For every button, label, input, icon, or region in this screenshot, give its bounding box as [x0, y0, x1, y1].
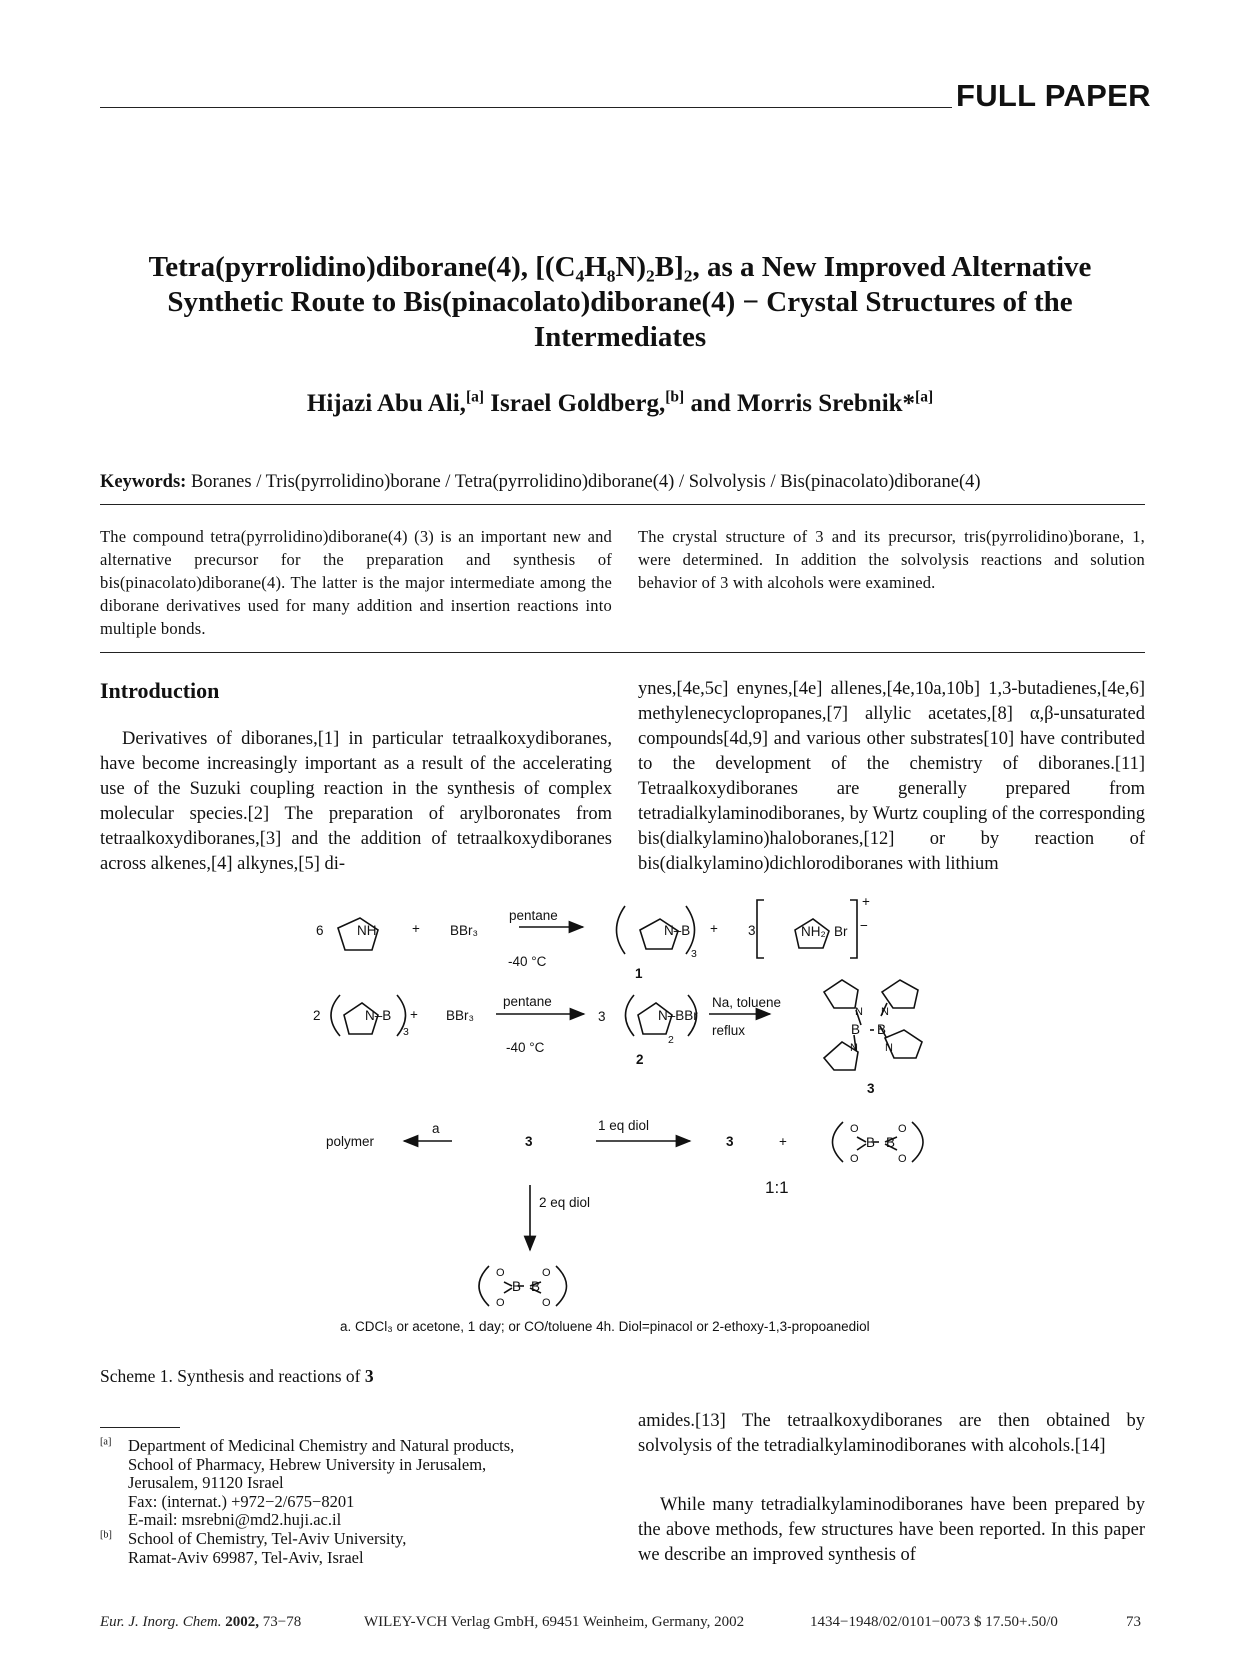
author-2: Israel Goldberg, [484, 390, 666, 417]
compound-label: 2 [636, 1052, 644, 1067]
compound-label: 3 [525, 1134, 533, 1149]
footnote-rule [100, 1427, 180, 1428]
atom-label: O [898, 1153, 907, 1165]
footnote-a-tag [100, 1437, 111, 1456]
scheme-ratio: 1:1 [765, 1178, 789, 1197]
paren-left [617, 906, 626, 954]
scheme-nbbr: N–BBr [658, 1008, 698, 1023]
paper-title [100, 250, 1140, 355]
bracket-right [850, 900, 857, 958]
scheme-condition-a: a [432, 1121, 440, 1136]
scheme-caption-text: Scheme 1. Synthesis and reactions of [100, 1366, 365, 1386]
scheme-nh: NH [357, 923, 377, 938]
scheme-temp: -40 °C [506, 1040, 545, 1055]
atom-label: B [512, 1279, 522, 1294]
footnote-line: Jerusalem, 91120 Israel [128, 1473, 284, 1492]
ring-left [479, 1266, 489, 1306]
atom-label: O [496, 1267, 505, 1279]
footnote-line: E-mail: msrebni@md2.huji.ac.il [128, 1510, 342, 1529]
footnote-line: School of Chemistry, Tel-Aviv University, [128, 1529, 407, 1548]
scheme-sub: 3 [691, 948, 697, 960]
keywords [100, 472, 981, 493]
author-3: and Morris Srebnik* [684, 390, 916, 417]
atom-label: N [881, 1006, 889, 1018]
author-1: Hijazi Abu Ali, [306, 390, 466, 417]
scheme-nb: N–B [365, 1008, 392, 1023]
footnote-line: Department of Medicinal Chemistry and Natural products, [128, 1436, 515, 1455]
footnote-b-marker: [b] [100, 1529, 112, 1541]
page-number: 73 [1126, 1614, 1141, 1630]
scheme-footnote: a. CDCl₃ or acetone, 1 day; or CO/toluene 4h. Diol=pinacol or 2-ethoxy-1,3-propoanediol [340, 1319, 870, 1334]
title-line-1: Tetra(pyrrolidino)diborane(4), [(C₄H₈N)₂B]₂, as a New Improved Alternative [148, 251, 1092, 283]
ring-right [912, 1122, 923, 1162]
paren-left [626, 995, 635, 1036]
scheme-caption [100, 1366, 374, 1387]
scheme-charge: + [862, 894, 870, 909]
scheme-pentane: pentane [509, 908, 558, 923]
footnote-line: Ramat-Aviv 69987, Tel-Aviv, Israel [128, 1547, 364, 1567]
pyrrolidine-ring-icon [824, 980, 858, 1008]
section-label: FULL PAPER [956, 78, 1151, 113]
abstract-rule [100, 652, 1145, 653]
body-paragraph: While many tetradialkylaminodiboranes have been prepared by the above methods, few structures have been reported. In this paper we describe an improved synthesis of [638, 1495, 1145, 1565]
atom-label: N [885, 1042, 893, 1054]
scheme-reagent: 2 eq diol [539, 1195, 591, 1210]
compound-label: 3 [867, 1081, 875, 1096]
abstract-right: The crystal structure of 3 and its precursor, tris(pyrrolidino)borane, 1, were determined. In addition the solvolysis reactions and solution behavior of 3 with alcohols were examined. [638, 527, 1145, 592]
scheme-charge: − [860, 918, 868, 933]
atom-label: N [855, 1006, 863, 1018]
scheme-pentane: pentane [503, 994, 552, 1009]
author-2-affil: [b] [665, 388, 685, 406]
ring-right [556, 1266, 567, 1306]
scheme-plus: + [412, 921, 420, 936]
ring-left [833, 1122, 844, 1162]
header-rule [100, 107, 952, 108]
footnote-b-tag [100, 1530, 112, 1549]
body-paragraph: amides.[13] The tetraalkoxydiboranes are then obtained by solvolysis of the tetradialkylaminodiboranes with alcohols.[14] [638, 1411, 1145, 1456]
keywords-text: Boranes / Tris(pyrrolidino)borane / Tetra(pyrrolidino)diborane(4) / Solvolysis / Bis(pinacolato)diborane(4) [190, 472, 981, 492]
title-line-2: Synthetic Route to Bis(pinacolato)diborane(4) − Crystal Structures of the [167, 286, 1073, 318]
compound-label: 3 [726, 1134, 734, 1149]
scheme-plus: + [410, 1007, 418, 1022]
atom-label: O [542, 1297, 551, 1309]
author-3-affil: [a] [915, 388, 934, 406]
scheme-plus: + [779, 1134, 787, 1149]
intro-right-paragraph: ynes,[4e,5c] enynes,[4e] allenes,[4e,10a,10b] 1,3-butadienes,[4e,6] methylenecyclopropanes,[7] allylic acetates,[8] α,β-unsaturated compounds[4d,9] and various other substrates[10] have contributed to the development of the chemistry of diboranes.[11] Tetraalkoxydiboranes are generally prepared from tetradialkylaminodiboranes, by Wurtz coupling of the corresponding bis(dialkylamino)haloboranes,[12] or by reaction of bis(dialkylamino)dichlorodiboranes with lithium [638, 679, 1146, 874]
atom-label: B [886, 1135, 896, 1150]
scheme-reagent: Na, toluene [712, 995, 782, 1010]
atom-label: B [531, 1279, 541, 1294]
author-1-affil: [a] [465, 388, 485, 406]
atom-label: N [850, 1042, 858, 1054]
scheme-coefficient: 2 [313, 1008, 321, 1023]
scheme-plus: + [710, 921, 718, 936]
scheme-bbr3: BBr₃ [446, 1008, 475, 1023]
scheme-br: Br [834, 924, 848, 939]
scheme-condition: reflux [712, 1023, 746, 1038]
footer-issn: 1434−1948/02/0101−0073 $ 17.50+.50/0 [810, 1614, 1058, 1630]
abstract-left: The compound tetra(pyrrolidino)diborane(4) (3) is an important new and alternative precursor for the preparation and synthesis of bis(pinacolato)diborane(4). The latter is the major intermediate among the diborane derivatives used for many addition and insertion reactions into multiple bonds. [100, 527, 612, 638]
footer-citation [100, 1614, 301, 1631]
keywords-rule [100, 504, 1145, 505]
footnote-line: Fax: (internat.) +972−2/675−8201 [128, 1491, 355, 1511]
scheme-coefficient: 3 [748, 923, 756, 938]
scheme-nh2: NH₂ [801, 924, 826, 939]
paren-left [331, 995, 340, 1036]
author-list [100, 390, 1140, 418]
atom-label: O [898, 1123, 907, 1135]
atom-label: O [850, 1153, 859, 1165]
journal-year: 2002, [225, 1614, 260, 1630]
footnote-line: School of Pharmacy, Hebrew University in Jerusalem, [128, 1454, 487, 1474]
atom-label: B [877, 1022, 887, 1037]
scheme-reagent: 1 eq diol [598, 1118, 650, 1133]
atom-label: O [542, 1267, 551, 1279]
atom-label: B [851, 1022, 861, 1037]
atom-label: O [850, 1123, 859, 1135]
scheme-sub: 3 [403, 1026, 409, 1038]
footnote-a-marker: [a] [100, 1436, 112, 1448]
bracket-left [757, 900, 764, 958]
keywords-label: Keywords: [100, 472, 187, 492]
footer-publisher: WILEY-VCH Verlag GmbH, 69451 Weinheim, Germany, 2002 [364, 1614, 745, 1630]
scheme-temp: -40 °C [508, 954, 547, 969]
scheme-nb: N–B [664, 923, 691, 938]
scheme-product: polymer [326, 1134, 375, 1149]
journal-name: Eur. J. Inorg. Chem. [100, 1614, 222, 1630]
atom-label: O [496, 1297, 505, 1309]
scheme-1 [0, 890, 1240, 1350]
compound-label: 1 [635, 966, 643, 981]
intro-heading: Introduction [100, 678, 220, 703]
title-line-3: Intermediates [533, 321, 707, 353]
intro-left-paragraph: Derivatives of diboranes,[1] in particular tetraalkoxydiboranes, have become increasingly important as a result of the accelerating use of the Suzuki coupling reaction in the synthesis of complex molecular species.[2] The preparation of arylboronates from tetraalkoxydiboranes,[3] and the addition of tetraalkoxydiboranes across alkenes,[4] alkynes,[5] di- [100, 729, 612, 874]
atom-label: B [866, 1135, 876, 1150]
scheme-coefficient: 6 [316, 923, 324, 938]
scheme-sub: 2 [668, 1034, 674, 1046]
scheme-bbr3: BBr₃ [450, 923, 479, 938]
footnote-b [128, 1530, 613, 1567]
scheme-coefficient: 3 [598, 1009, 606, 1024]
journal-pages: 73−78 [262, 1614, 302, 1630]
scheme-caption-number: 3 [364, 1366, 374, 1386]
footnote-a [128, 1437, 613, 1530]
